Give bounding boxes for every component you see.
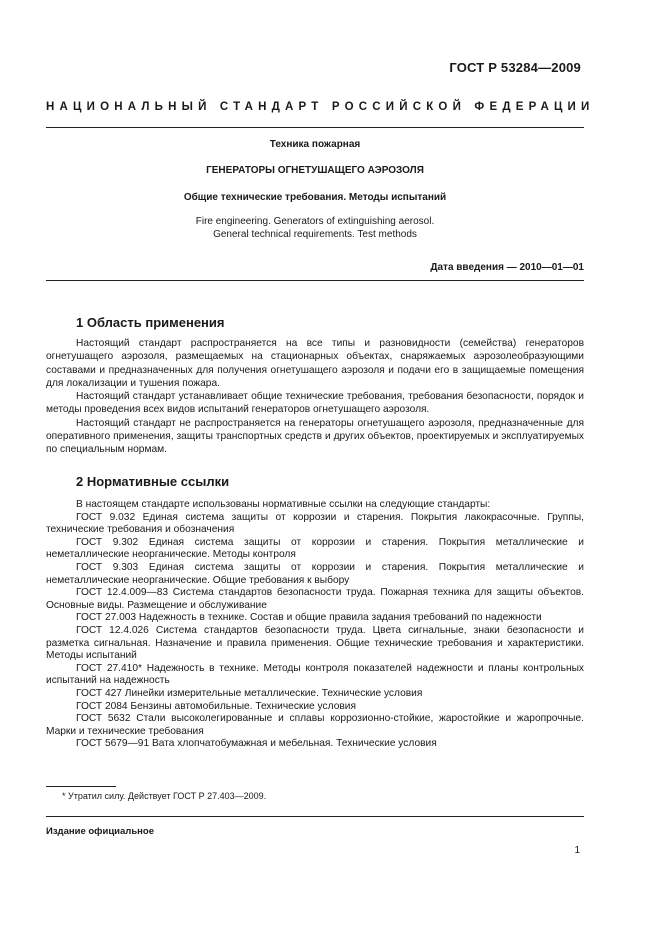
reference-item: ГОСТ 2084 Бензины автомобильные. Технические условия [76,700,356,712]
paragraph: В настоящем стандарте использованы нормативные ссылки на следующие стандарты: [76,499,491,510]
header-divider [46,127,584,128]
english-title-line-1: Fire engineering. Generators of extinguishing aerosol. [195,216,435,227]
reference-item: ГОСТ 5632 Стали высоколегированные и сплавы коррозионно-стойкие, жаростойкие и жаропрочные. Марки и технические требования [46,713,584,737]
reference-item: ГОСТ 27.410* Надежность в технике. Методы контроля показателей надежности и планы контрольных испытаний на надежность [46,662,584,687]
official-edition-label: Издание официальное [46,826,154,837]
section-1-body [46,337,584,457]
subject-line: Техника пожарная [269,139,361,150]
section-2-heading: 2 Нормативные ссылки [76,474,230,489]
national-standard-banner: НАЦИОНАЛЬНЫЙ СТАНДАРТ РОССИЙСКОЙ ФЕДЕРАЦИИ [46,101,595,113]
reference-item: ГОСТ 27.003 Надежность в технике. Состав и общие правила задания требований по надежности [76,612,542,624]
footer-divider [46,816,584,817]
effective-date: Дата введения — 2010—01—01 [430,262,584,273]
reference-item: ГОСТ 9.302 Единая система защиты от коррозии и старения. Покрытия металлические и неметаллические неорганические. Методы контроля [46,536,584,561]
footnote-divider [46,786,116,787]
title-divider [46,280,584,281]
reference-item: ГОСТ 9.032 Единая система защиты от коррозии и старения. Покрытия лакокрасочные. Группы, технические требования и обозначения [46,511,584,536]
page-number: 1 [574,845,580,856]
paragraph: Настоящий стандарт устанавливает общие технические требования, требования безопасности, порядок и методы проведения всех видов испытаний генераторов огнетушащего аэрозоля. [46,391,584,416]
reference-item: ГОСТ 5679—91 Вата хлопчатобумажная и мебельная. Технические условия [76,738,437,750]
reference-item: ГОСТ 12.4.026 Система стандартов безопасности труда. Цвета сигнальные, знаки безопасности и разметка сигнальная. Назначение и правила применения. Общие технические требования и характеристики. Методы испытаний [46,624,584,662]
section-1-heading: 1 Область применения [76,315,225,330]
document-subtitle: Общие технические требования. Методы испытаний [183,192,447,203]
footnote: * Утратил силу. Действует ГОСТ Р 27.403—2009. [62,791,267,801]
reference-item: ГОСТ 9.303 Единая система защиты от коррозии и старения. Покрытия металлические и неметаллические неорганические. Общие требования к выбору [46,561,584,586]
section-2-body [46,499,584,751]
reference-item: ГОСТ 12.4.009—83 Система стандартов безопасности труда. Пожарная техника для защиты объектов. Основные виды. Размещение и обслуживание [46,587,584,611]
standard-number: ГОСТ Р 53284—2009 [449,60,581,75]
reference-item: ГОСТ 427 Линейки измерительные металлические. Технические условия [76,687,423,699]
paragraph: Настоящий стандарт распространяется на все типы и разновидности (семейства) генераторов огнетушащего аэрозоля, размещаемых на стационарных объектах, снаряжаемых аэрозолеобразующими составами и предназначенных для получения огнетушащего аэрозоля и подачи его в защищаемые помещения для локализации и тушения пожара. [46,338,584,389]
english-title-line-2: General technical requirements. Test methods [213,229,417,240]
paragraph: Настоящий стандарт не распространяется на генераторы огнетушащего аэрозоля, предназначенные для оперативного применения, защиты транспортных средств и других объектов, проектируемых и эксплуатируемых по специальным нормам. [46,417,584,456]
document-title: ГЕНЕРАТОРЫ ОГНЕТУШАЩЕГО АЭРОЗОЛЯ [206,165,424,176]
